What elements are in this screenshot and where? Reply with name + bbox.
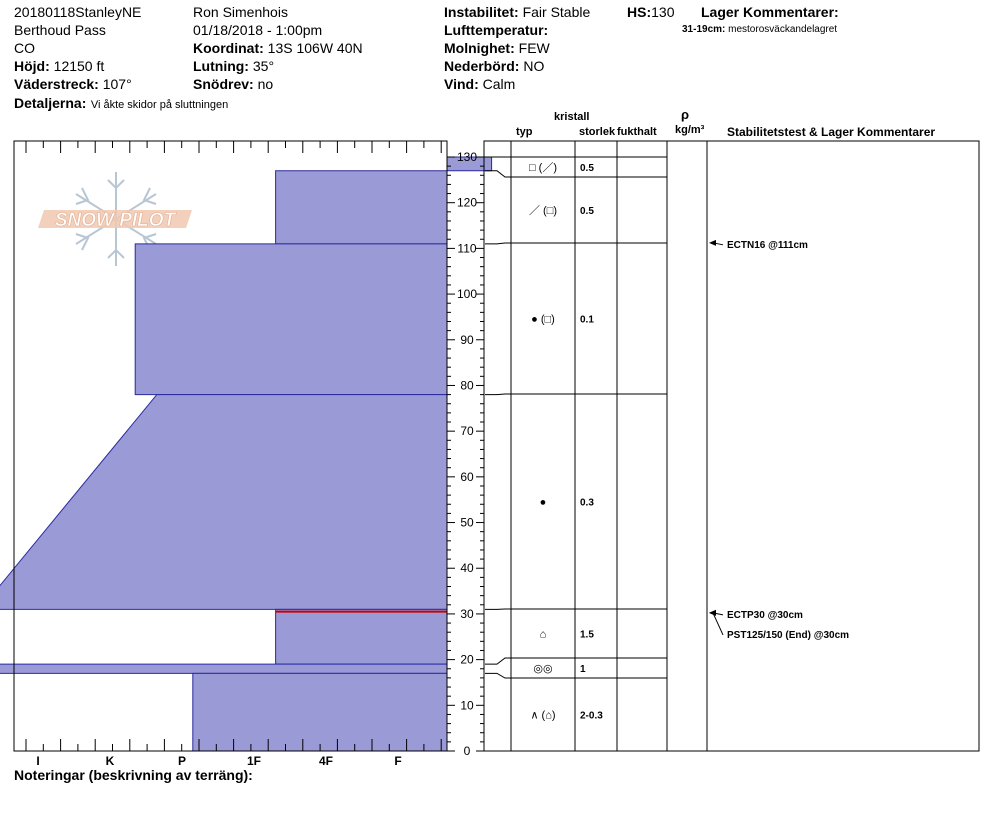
x-tick-label-F: F	[394, 754, 402, 768]
grain-type-5: ◎◎	[533, 663, 553, 675]
depth-connector-111	[485, 243, 511, 244]
hardness-layer-6	[193, 673, 447, 751]
state: CO	[14, 40, 35, 56]
grain-type-6: ∧ (⌂)	[530, 709, 556, 722]
test-arrow-2	[709, 610, 716, 616]
aspect: Väderstreck: 107°	[14, 76, 132, 92]
depth-connector-127	[485, 171, 511, 177]
grain-size-6: 2-0.3	[580, 710, 603, 722]
instability: Instabilitet: Fair Stable	[444, 4, 591, 20]
y-tick-label-50: 50	[460, 515, 474, 530]
sky-cover: Molnighet: FEW	[444, 40, 550, 56]
x-tick-label-P: P	[177, 754, 187, 768]
col-type: typ	[516, 126, 533, 138]
col-density-rho: ρ	[681, 107, 690, 122]
col-stability: Stabilitetstest & Lager Kommentarer	[727, 125, 936, 139]
wind-drift: Snödrev: no	[193, 76, 274, 92]
svg-text:SNOW PILOT: SNOW PILOT	[54, 210, 176, 231]
grain-type-0: □ (／)	[528, 162, 558, 174]
stability-test-1: ECTP30 @30cm	[727, 609, 803, 621]
grain-size-1: 0.5	[580, 206, 594, 217]
y-tick-label-130: 130	[456, 150, 478, 164]
depth-connector-78	[485, 394, 511, 395]
test-leader-2	[713, 613, 723, 635]
depth-connector-19	[485, 658, 511, 664]
y-tick-label-30: 30	[460, 606, 474, 621]
hardness-layer-3	[0, 395, 447, 610]
observer: Ron Simenhois	[193, 4, 288, 20]
coordinates: Koordinat: 13S 106W 40N	[193, 40, 363, 56]
grain-size-4: 1.5	[580, 629, 594, 641]
elevation: Höjd: 12150 ft	[14, 58, 105, 74]
col-size: storlek	[579, 126, 616, 138]
y-tick-label-110: 110	[457, 241, 477, 256]
stability-test-2: PST125/150 (End) @30cm	[727, 629, 850, 641]
grain-type-2: ● (□)	[531, 313, 555, 326]
air-temperature: Lufttemperatur:	[444, 22, 549, 38]
grain-type-1: ／ (□)	[528, 205, 558, 217]
x-tick-label-K: K	[105, 754, 115, 768]
hardness-layer-4	[276, 609, 447, 664]
y-tick-label-100: 100	[456, 287, 478, 302]
grain-size-5: 1	[580, 664, 586, 675]
grain-type-3: ●	[539, 496, 547, 509]
datetime: 01/18/2018 - 1:00pm	[193, 22, 323, 38]
stability-test-0: ECTN16 @111cm	[727, 239, 808, 251]
layer-comment: 31-19cm: mestorosväckandelagret	[682, 24, 838, 35]
hardness-layer-2	[135, 244, 447, 395]
hardness-layer-1	[276, 171, 447, 244]
col-moisture: fukthalt	[617, 126, 657, 138]
depth-connector-17	[485, 673, 511, 678]
grain-size-3: 0.3	[580, 497, 594, 509]
grain-size-2: 0.1	[580, 314, 594, 326]
x-tick-label-I: I	[36, 754, 40, 768]
precipitation: Nederbörd: NO	[444, 58, 545, 74]
snow-height: HS:130	[627, 4, 675, 20]
y-tick-label-80: 80	[460, 378, 474, 393]
y-tick-label-0: 0	[463, 744, 471, 758]
wind: Vind: Calm	[444, 76, 516, 92]
y-tick-label-120: 120	[456, 195, 478, 210]
y-tick-label-90: 90	[460, 332, 474, 347]
grain-type-4: ⌂	[539, 628, 547, 641]
grain-size-0: 0.5	[580, 163, 594, 174]
col-crystal: kristall	[554, 111, 590, 123]
y-tick-label-40: 40	[460, 561, 474, 576]
y-tick-label-10: 10	[460, 698, 474, 713]
slope-angle: Lutning: 35°	[193, 58, 275, 74]
details: Detaljerna: Vi åkte skidor på sluttningen	[14, 95, 229, 111]
x-tick-label-4F: 4F	[318, 754, 334, 768]
x-tick-label-1F: 1F	[246, 754, 262, 768]
y-tick-label-60: 60	[460, 469, 474, 484]
test-arrow-0	[709, 240, 716, 246]
notes-label: Noteringar (beskrivning av terräng):	[14, 767, 253, 783]
layer-table-frame	[484, 141, 979, 751]
y-tick-label-70: 70	[460, 424, 474, 439]
location: Berthoud Pass	[14, 22, 106, 38]
layer-comments-title: Lager Kommentarer:	[701, 4, 839, 20]
y-tick-label-20: 20	[460, 652, 474, 667]
profile-name: 20180118StanleyNE	[14, 4, 142, 20]
col-density-unit: kg/m³	[675, 124, 705, 136]
hardness-layer-5	[0, 664, 447, 673]
